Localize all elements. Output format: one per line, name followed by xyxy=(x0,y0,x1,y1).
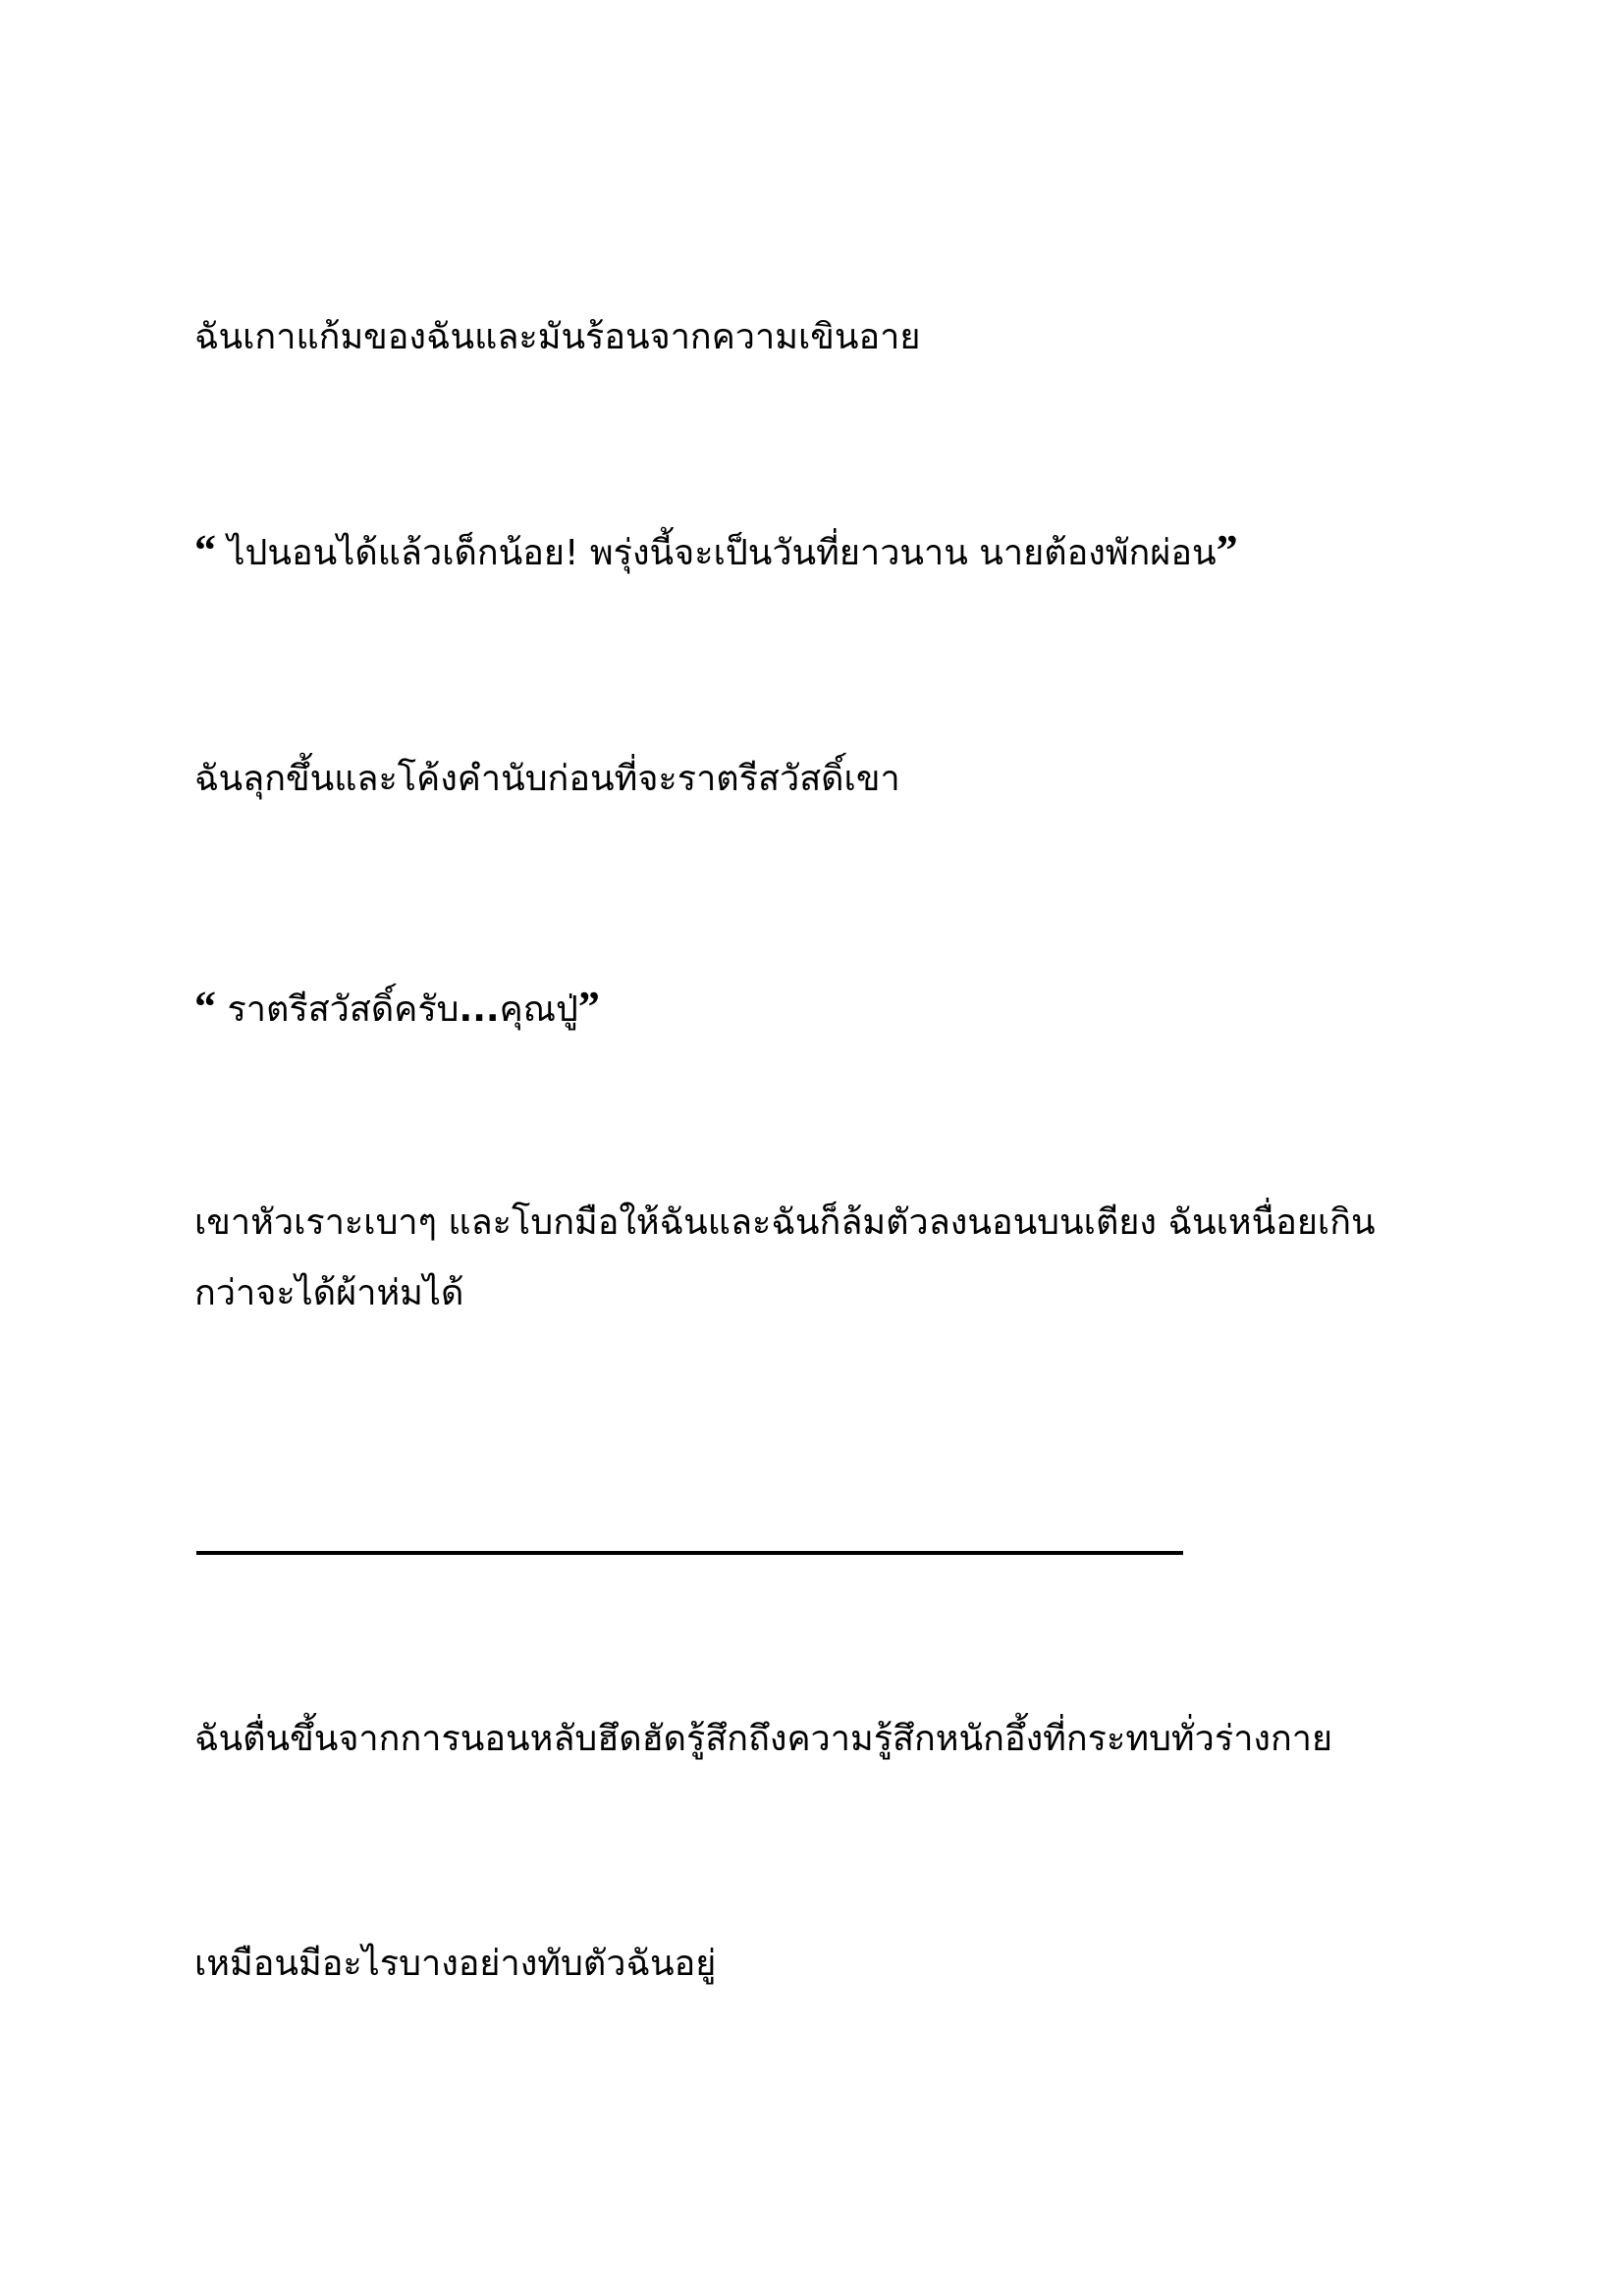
paragraph-text: ฉันเกาแก้มของฉันและมันร้อนจากความเขินอาย xyxy=(194,317,921,357)
paragraph-blush xyxy=(194,302,920,373)
dialogue-go-to-sleep xyxy=(194,515,1238,589)
paragraph-weight xyxy=(194,1929,716,2000)
paragraph-wake xyxy=(194,1704,1332,1775)
dialogue-text: ราตรีสวัสดิ์ครับ xyxy=(216,989,460,1030)
paragraph-text: เหมือนมีอะไรบางอย่างทับตัวฉันอยู่ xyxy=(194,1944,717,1984)
close-quote: ” xyxy=(1216,526,1238,574)
paragraph-bow xyxy=(194,744,900,815)
dialogue-text: คุณปู่ xyxy=(499,989,578,1030)
dialogue-goodnight xyxy=(194,972,600,1045)
dialogue-text: ไปนอนได้แล้วเด็กน้อย! พรุ่งนี้จะเป็นวันที่ยาวนาน นายต้องพักผ่อน xyxy=(216,533,1217,573)
open-quote: “ xyxy=(194,983,216,1031)
paragraph-laugh xyxy=(194,1188,1432,1329)
paragraph-text: ฉันตื่นขึ้นจากการนอนหลับฮึดฮัดรู้สึกถึงความรู้สึกหนักอึ้งที่กระทบทั่วร่างกาย xyxy=(194,1719,1333,1759)
paragraph-text: ฉันลุกขึ้นและโค้งคำนับก่อนที่จะราตรีสวัสดิ์เขา xyxy=(194,759,900,799)
open-quote: “ xyxy=(194,526,216,574)
paragraph-text: เขาหัวเราะเบาๆ และโบกมือให้ฉันและฉันก็ล้มตัวลงนอนบนเตียง ฉันเหนื่อยเกินกว่าจะได้ผ้าห่มได้ xyxy=(194,1202,1376,1313)
ellipsis: ... xyxy=(459,989,500,1030)
section-divider xyxy=(196,1551,1183,1555)
close-quote: ” xyxy=(577,983,600,1031)
